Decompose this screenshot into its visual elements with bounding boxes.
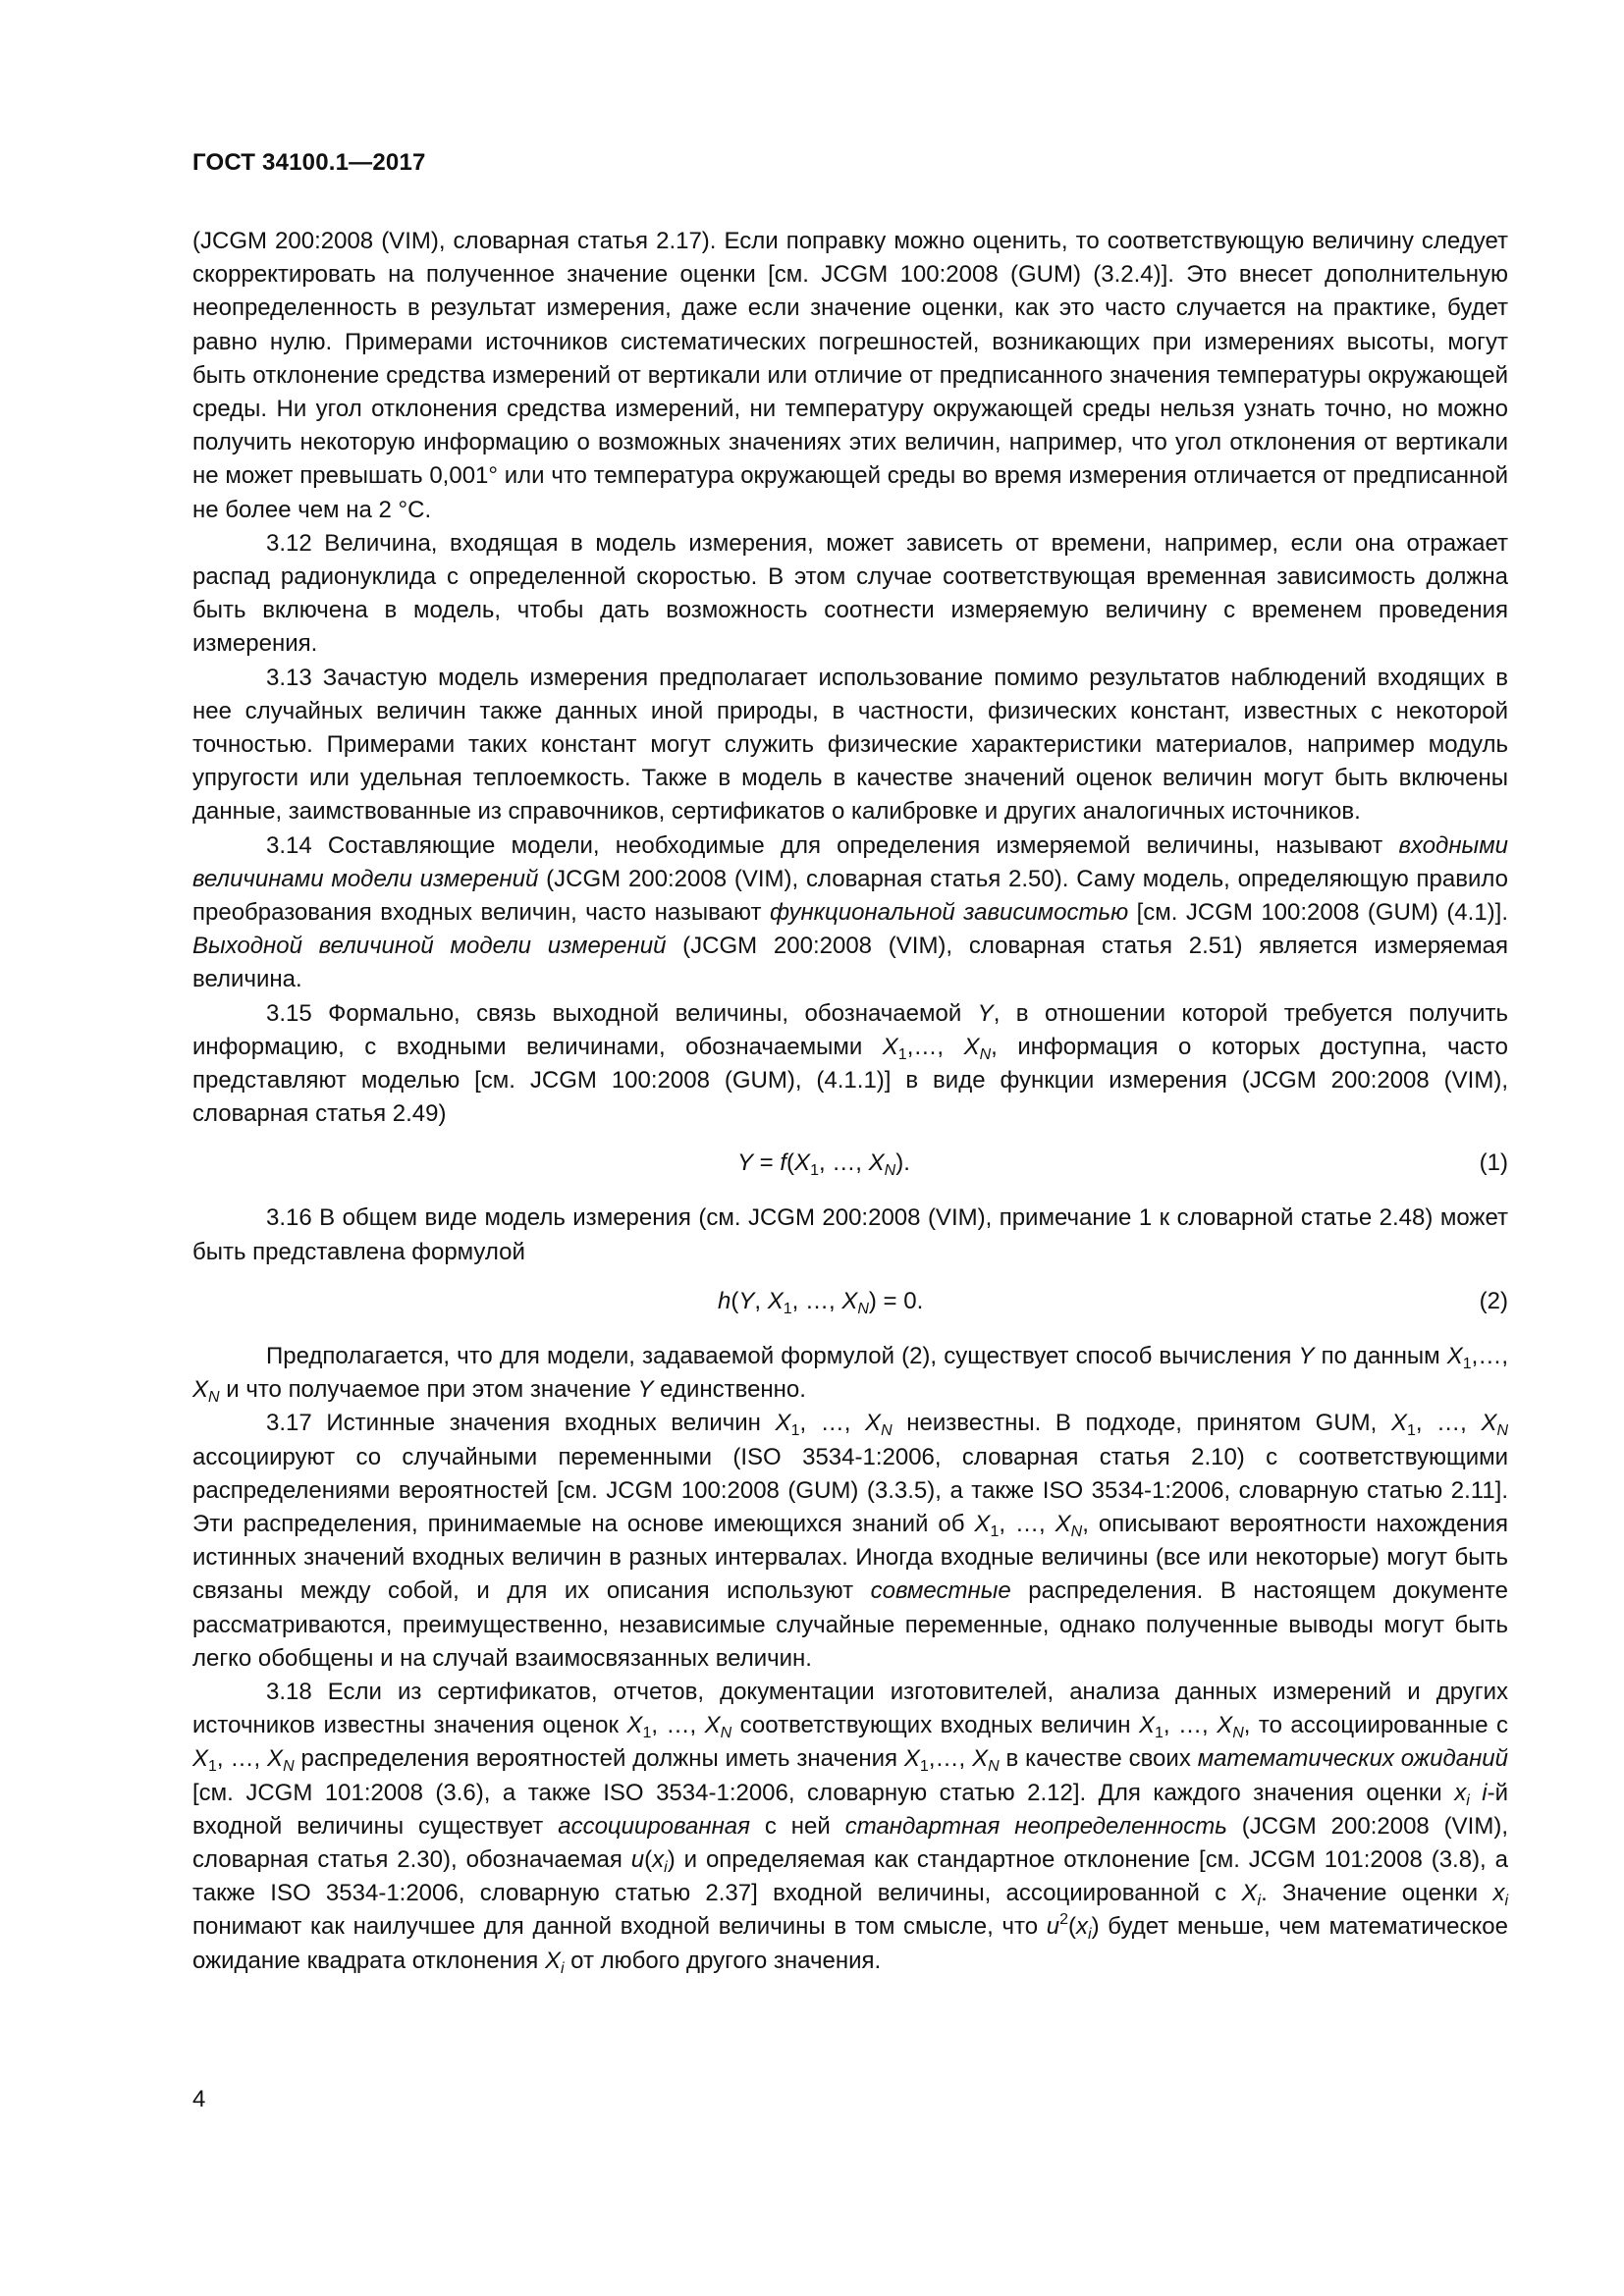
text-run: i	[1088, 1926, 1092, 1944]
text-run: x	[1492, 1880, 1505, 1907]
text-run: 3.12 Величина, входящая в модель измерения, может зависеть от времени, например, если она отражает распад радионуклида с определенной скоростью. В этом случае соответствующая временная зависимость должна быть включена в модель, чтобы дать возможность соотнести измеряемую величину с временем проведения измерения.	[192, 529, 1508, 658]
text-run: Выходной величиной модели измерений	[192, 933, 667, 960]
paragraph	[192, 527, 1508, 662]
text-run: входными величинами модели измерений	[192, 831, 1508, 892]
text-run: X	[974, 1510, 991, 1537]
text-run: (JCGM 200:2008 (VIM), словарная статья 2.51) является измеряемая величина.	[192, 933, 1508, 993]
text-run: распределения. В настоящем документе рассматриваются, преимущественно, независимые случайные переменные, однако полученные выводы могут быть легко обобщены и на случай взаимосвязанных величин.	[192, 1577, 1508, 1672]
paragraph	[192, 1340, 1508, 1407]
text-run: в качестве своих	[999, 1745, 1198, 1773]
text-run: X	[794, 1149, 811, 1177]
formula-expression	[737, 1147, 910, 1180]
text-run: [см. JCGM 100:2008 (GUM) (4.1)].	[1128, 899, 1508, 927]
text-run: X	[704, 1712, 721, 1739]
text-run: X	[868, 1149, 885, 1177]
text-run: N	[720, 1725, 732, 1742]
text-run: 1	[810, 1162, 819, 1180]
paragraph	[192, 997, 1508, 1132]
text-run: 1	[990, 1522, 1000, 1540]
text-run: u	[630, 1845, 645, 1873]
paragraph	[192, 225, 1508, 527]
text-run: стандартная неопределенность	[844, 1812, 1227, 1840]
text-run: N	[884, 1162, 896, 1180]
text-run: 1	[642, 1725, 652, 1742]
text-run: X	[1481, 1410, 1497, 1437]
text-run: X	[882, 1033, 898, 1060]
text-run: 1	[1155, 1725, 1164, 1742]
text-run: X	[903, 1745, 920, 1773]
text-run: X	[1217, 1712, 1233, 1739]
text-run: 1	[783, 1300, 792, 1317]
text-run: 2	[1059, 1911, 1069, 1929]
page-number: 4	[192, 2086, 206, 2112]
text-run: )	[1091, 1913, 1100, 1941]
text-run: , …,	[651, 1712, 705, 1739]
text-run: по данным	[1314, 1342, 1447, 1369]
text-run	[1470, 1780, 1483, 1806]
paragraph	[192, 829, 1508, 997]
text-run: . Значение оценки	[1261, 1880, 1493, 1907]
text-run: -й входной величины существует	[192, 1779, 1508, 1840]
text-run: i	[664, 1858, 668, 1876]
text-run: X	[1139, 1712, 1156, 1739]
text-run: с ней	[749, 1812, 845, 1840]
text-run: 1	[897, 1045, 907, 1063]
text-run: N	[881, 1422, 893, 1440]
text-run: x	[652, 1845, 665, 1873]
text-run: 1	[1462, 1355, 1472, 1372]
text-run: , …,	[999, 1510, 1056, 1537]
document-body	[192, 225, 1508, 1978]
text-run: Предполагается, что для модели, задаваемой формулой (2), существует способ вычисления	[266, 1342, 1299, 1369]
paragraph	[192, 1407, 1508, 1676]
text-run: ассоциируют со случайными переменными (ISO 3534-1:2006, словарная статья 2.10) с соответствующими распределениями вероятностей [см. JCGM 100:2008 (GUM) (3.3.5), а также ISO 3534-1:2006, словарную статью 2.11]. Эти распределения, принимаемые на основе имеющихся знаний об	[192, 1443, 1508, 1537]
formula	[192, 1139, 1508, 1188]
text-run: f	[780, 1149, 787, 1177]
text-run: ассоциированная	[558, 1812, 750, 1840]
text-run: Y	[738, 1287, 755, 1314]
text-run: , описывают вероятности нахождения истинных значений входных величин в разных интервалах. Иногда входные величины (все или некоторые) могут быть связаны между собой, и для их описания используют	[192, 1510, 1509, 1605]
text-run: X	[1055, 1510, 1071, 1537]
text-run: N	[988, 1758, 1000, 1776]
text-run: X	[1390, 1410, 1407, 1437]
text-run: математических ожиданий	[1197, 1745, 1508, 1773]
text-run: будет меньше, чем математическое ожидание квадрата отклонения	[192, 1913, 1508, 1974]
text-run: ,	[754, 1287, 768, 1314]
text-run: X	[963, 1033, 980, 1060]
text-run: x	[1454, 1779, 1467, 1806]
text-run: (JCGM 200:2008 (VIM), словарная статья 2.30), обозначаемая	[192, 1812, 1509, 1873]
text-run: , …,	[799, 1410, 866, 1437]
text-run: N	[1496, 1422, 1509, 1440]
equation-number: (1)	[1479, 1149, 1508, 1177]
text-run: X	[972, 1745, 989, 1773]
text-run: (	[1068, 1913, 1077, 1941]
text-run: u	[1046, 1913, 1060, 1941]
text-run: , информация о которых доступна, часто представляют моделью [см. JCGM 100:2008 (GUM), (4.1.1)] в виде функции измерения (JCGM 200:2008 (VIM), словарная статья 2.49)	[192, 1033, 1508, 1128]
text-run: 3.14 Составляющие модели, необходимые для определения измеряемой величины, называют	[266, 831, 1399, 859]
text-run: h	[718, 1287, 731, 1314]
text-run: Y	[737, 1149, 754, 1177]
text-run: , …,	[216, 1745, 268, 1773]
text-run: 1	[1406, 1422, 1416, 1440]
text-run: X	[267, 1745, 284, 1773]
text-run: и определяемая как стандартное отклонение [см. JCGM 101:2008 (3.8), а также ISO 3534-1:2006, словарную статью 2.37] входной величины, ассоциированной с	[192, 1845, 1508, 1907]
text-run: , то ассоциированные с	[1243, 1712, 1509, 1739]
document-header: ГОСТ 34100.1—2017	[192, 149, 426, 176]
text-run: совместные	[870, 1577, 1011, 1605]
text-run: X	[841, 1287, 858, 1314]
paragraph	[192, 1676, 1508, 1978]
text-run: неизвестны. В подходе, принятом GUM,	[892, 1410, 1391, 1437]
text-run: i	[1257, 1893, 1262, 1910]
text-run: 1	[919, 1758, 929, 1776]
text-run: i	[1504, 1893, 1508, 1910]
text-run: функциональной зависимостью	[769, 899, 1129, 927]
text-run: [см. JCGM 101:2008 (3.6), а также ISO 3534-1:2006, словарную статью 2.12]. Для каждого значения оценки	[192, 1779, 1455, 1806]
text-run: i	[1482, 1779, 1488, 1806]
text-run: X	[544, 1947, 561, 1974]
text-run: 3.16 В общем виде модель измерения (см. JCGM 200:2008 (VIM), примечание 1 к словарной статье 2.48) может быть представлена формулой	[192, 1204, 1508, 1265]
text-run: X	[865, 1410, 882, 1437]
text-run: N	[979, 1045, 992, 1063]
text-run: от любого другого значения.	[564, 1947, 882, 1974]
formula-expression	[718, 1285, 923, 1318]
text-run: (	[786, 1149, 795, 1177]
text-run: Y	[977, 999, 994, 1027]
text-run: N	[1232, 1725, 1244, 1742]
text-run: , …,	[791, 1287, 842, 1314]
text-run: X	[767, 1287, 784, 1314]
text-run: X	[1446, 1342, 1463, 1369]
text-run: (JCGM 200:2008 (VIM), словарная статья 2.17). Если поправку можно оценить, то соответствующую величину следует скорректировать на полученное значение оценки [см. JCGM 100:2008 (GUM) (3.2.4)]. Это внесет дополнительную неопределенность в результат измерения, даже если значение оценки, как это часто случается на практике, будет равно нулю. Примерами источников систематических погрешностей, возникающих при измерениях высоты, могут быть отклонение средства измерений от вертикали или отличие от предписанного значения температуры окружающей среды. Ни угол отклонения средства измерений, ни температуру окружающей среды нельзя узнать точно, но можно получить некоторую информацию о возможных значениях этих величин, например, что угол отклонения от вертикали не может превышать 0,001° или что температура окружающей среды во время измерения отличается от предписанной не более чем на 2 °С.	[192, 228, 1508, 523]
text-run: i	[1466, 1791, 1470, 1809]
text-run: единственно.	[653, 1376, 806, 1404]
text-run: , …,	[1415, 1410, 1482, 1437]
text-run: (	[731, 1287, 739, 1314]
text-run: (JCGM 200:2008 (VIM), словарная статья 2.50). Саму модель, определяющую правило преобразования входных величин, часто называют	[192, 865, 1508, 927]
text-run: соответствующих входных величин	[731, 1712, 1139, 1739]
text-run: 3.15 Формально, связь выходной величины, обозначаемой	[266, 999, 978, 1027]
text-run: распределения вероятностей должны иметь значения	[294, 1745, 904, 1773]
text-run: )	[667, 1845, 676, 1873]
text-run: X	[626, 1712, 643, 1739]
text-run: X	[192, 1745, 209, 1773]
text-run: 3.17 Истинные значения входных величин	[266, 1410, 776, 1437]
text-run: X	[1241, 1880, 1258, 1907]
text-run: ,…,	[928, 1745, 973, 1773]
text-run: N	[283, 1758, 295, 1776]
text-run: 3.18 Если из сертификатов, отчетов, документации изготовителей, анализа данных измерений и других источников известны значения оценок	[192, 1678, 1508, 1739]
text-run: 1	[790, 1422, 800, 1440]
text-run: X	[192, 1376, 209, 1404]
text-run: N	[1070, 1522, 1083, 1540]
text-run: (	[644, 1845, 653, 1873]
text-run: и что получаемое при этом значение	[219, 1376, 638, 1404]
text-run: N	[857, 1300, 869, 1317]
text-run: , …,	[818, 1149, 869, 1177]
text-run: x	[1076, 1913, 1089, 1941]
text-run: Y	[637, 1376, 654, 1404]
text-run: , …,	[1163, 1712, 1218, 1739]
text-run: Y	[1298, 1342, 1315, 1369]
text-run: 1	[208, 1758, 217, 1776]
equation-number: (2)	[1479, 1287, 1508, 1314]
text-run: 3.13 Зачастую модель измерения предполагает использование помимо результатов наблюдений входящих в нее случайных величин также данных иной природы, в частности, физических констант, известных с некоторой точностью. Примерами таких констант могут служить физические характеристики материалов, например модуль упругости или удельная теплоемкость. Также в модель в качестве значений оценок величин могут быть включены данные, заимствованные из справочников, сертификатов о калибровке и других аналогичных источников.	[192, 664, 1508, 826]
paragraph	[192, 1201, 1508, 1268]
text-run: i	[560, 1959, 565, 1977]
text-run: ).	[895, 1149, 910, 1177]
text-run: ,…,	[1471, 1342, 1508, 1369]
text-run: , в отношении которой требуется получить информацию, с входными величинами, обозначаемыми	[192, 999, 1508, 1060]
formula	[192, 1277, 1508, 1326]
text-run: N	[208, 1389, 220, 1407]
text-run: ,…,	[906, 1033, 964, 1060]
text-run: понимают как наилучшее для данной входной величины в том смысле, что	[192, 1913, 1047, 1941]
text-run: =	[753, 1149, 781, 1177]
paragraph	[192, 662, 1508, 829]
text-run: X	[775, 1410, 791, 1437]
text-run: ) = 0.	[868, 1287, 924, 1314]
